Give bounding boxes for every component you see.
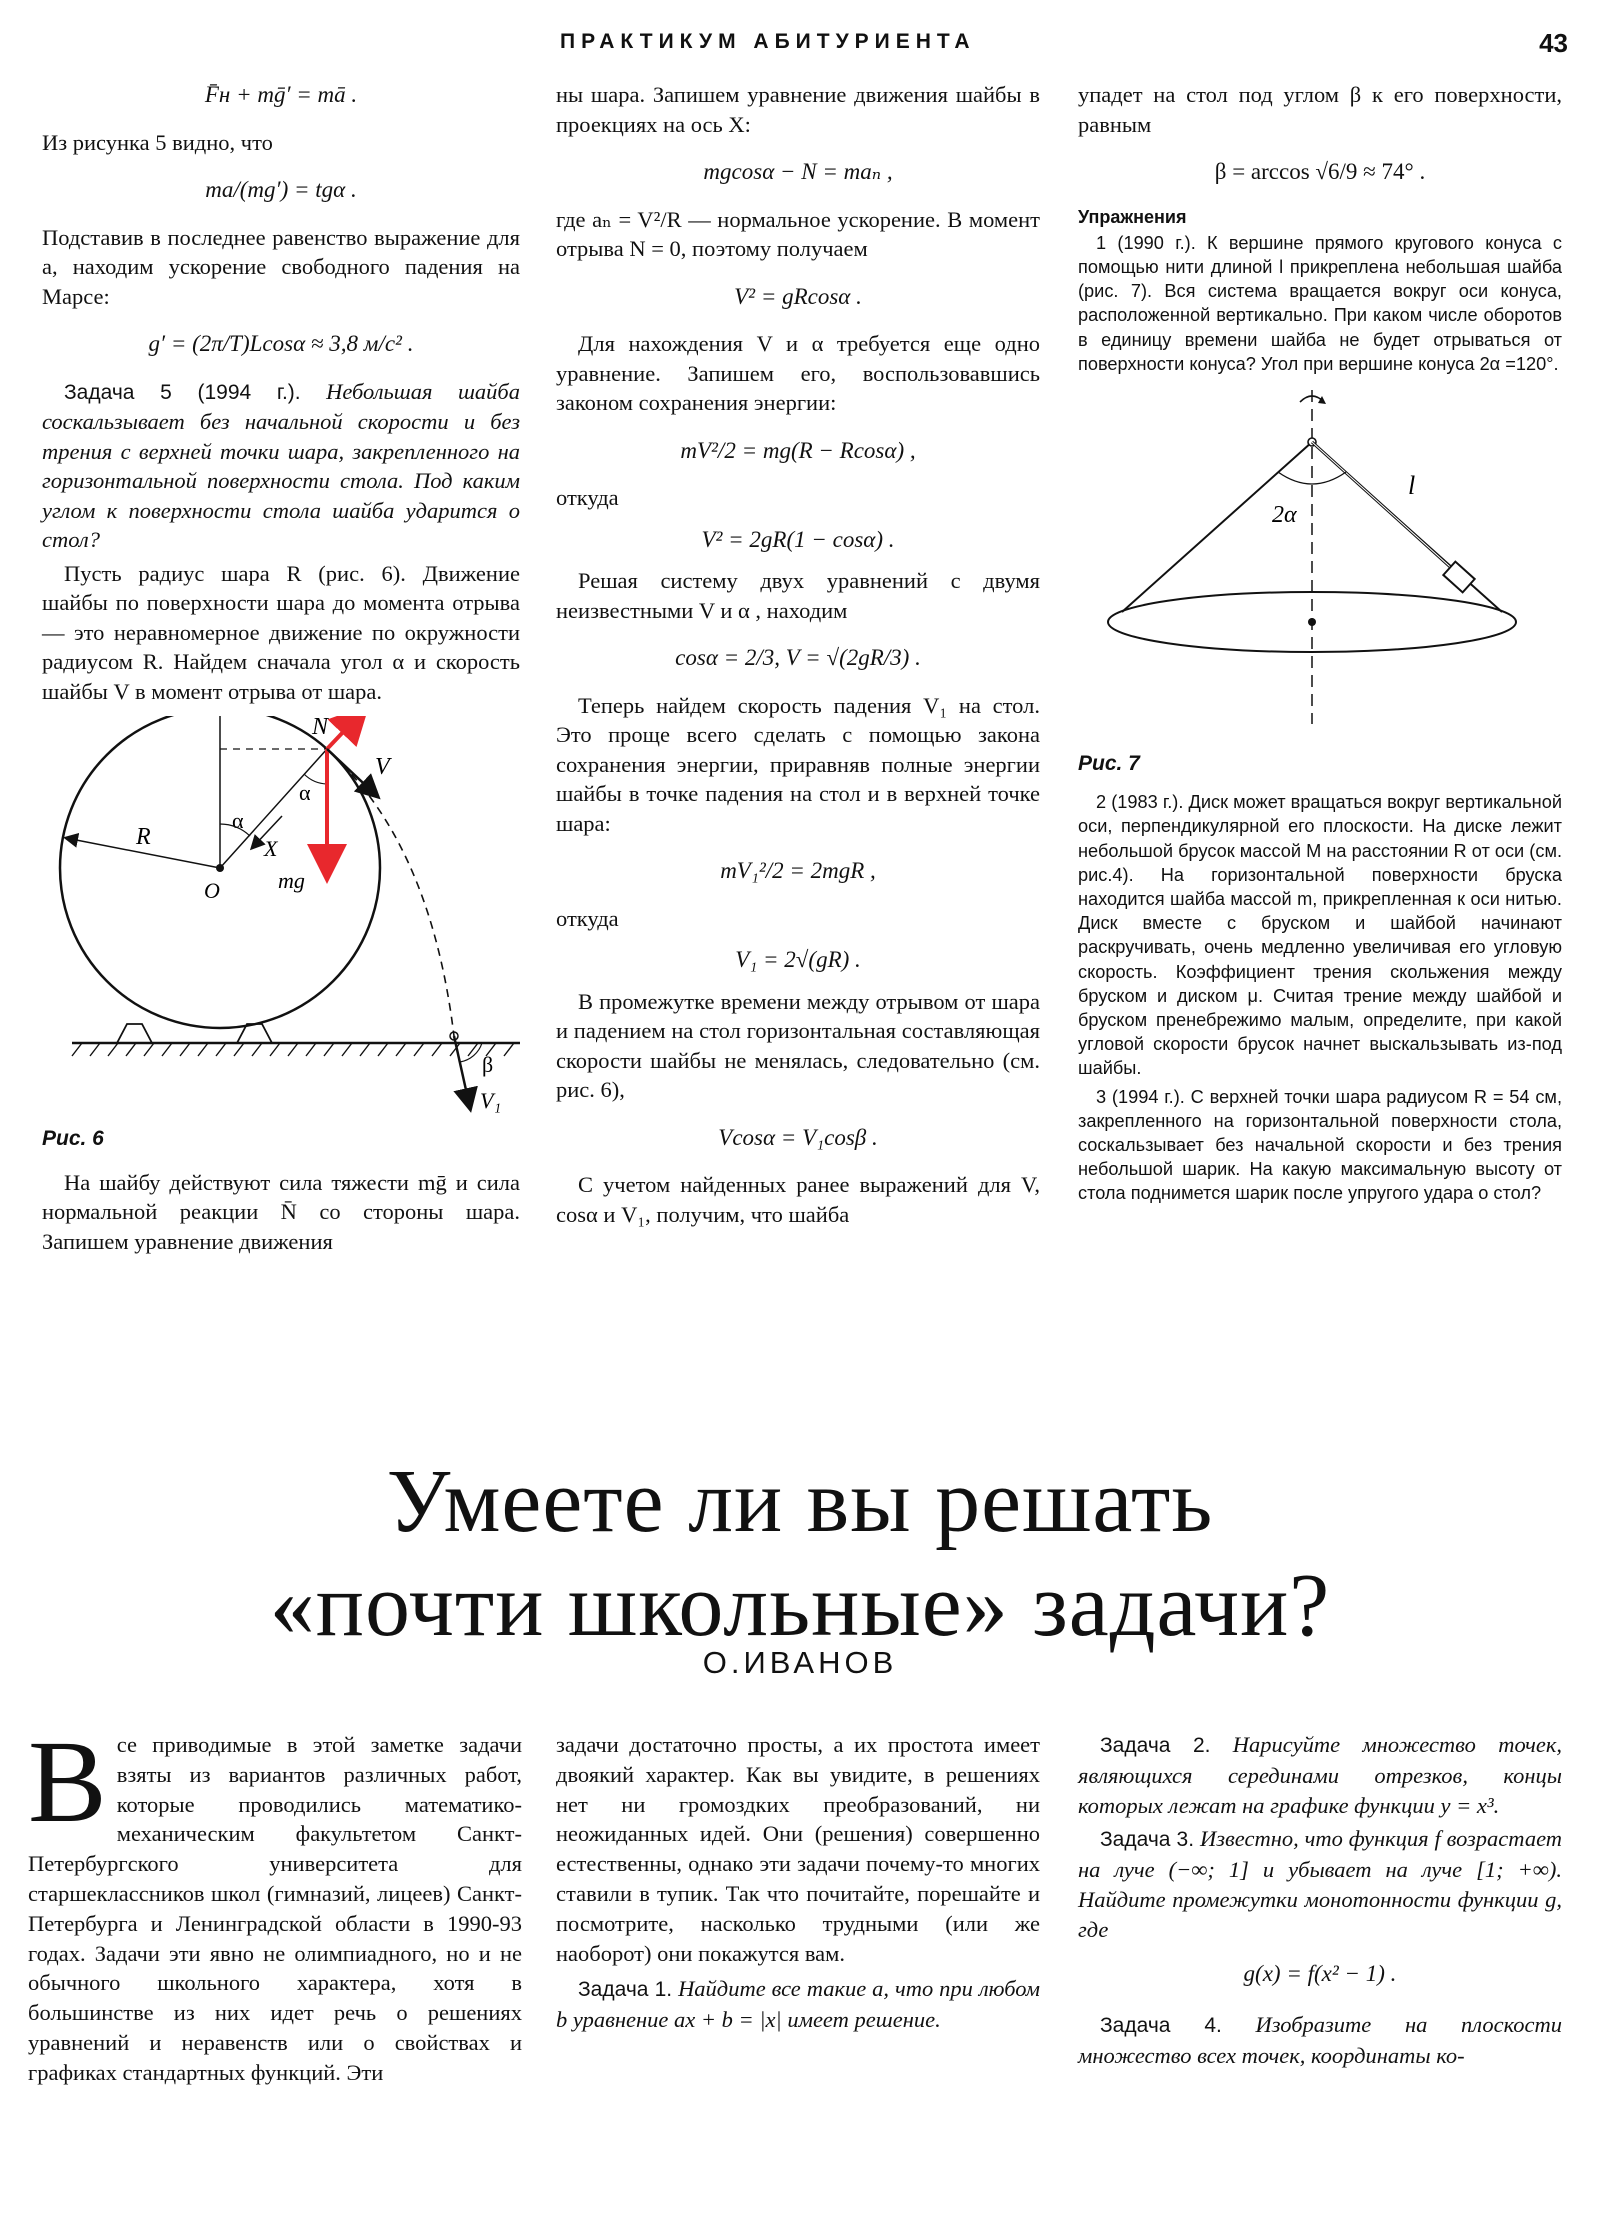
label-X: X — [264, 836, 278, 861]
page-header — [0, 28, 1600, 68]
landing-velocity-arrow — [454, 1036, 470, 1108]
figure-6-caption: Рис. 6 — [42, 1127, 104, 1150]
paragraph: Для нахождения V и α требуется еще одно уравнение. Запишем его, воспользовавшись законом сохранения энергии: — [556, 331, 1040, 415]
equation: V² = 2gR(1 − cosα) . — [701, 526, 895, 552]
equation: mgcosα − N = maₙ , — [703, 159, 893, 184]
label-V: V — [375, 754, 390, 780]
paragraph: На шайбу действуют сила тяжести mḡ и сила нормальной реакции N̄ со стороны шара. Запишем уравнение движения — [42, 1169, 520, 1254]
label-R: R — [136, 824, 151, 850]
ground-hatch — [72, 1043, 514, 1056]
figure-7-caption: Рис. 7 — [1078, 751, 1140, 775]
paragraph: задачи достаточно просты, а их простота имеет двоякий характер. Как вы увидите, в решениях нет ни громоздких преобразований, ни неожиданных идей. Они (решения) совершенно естественны, однако эти задачи почему-то многих ставили в тупик. Так что почитайте, порешайте и посмотрите, насколько трудными (или же наоборот) они покажутся вам. — [556, 1732, 1040, 1966]
paragraph: Подставив в последнее равенство выражение для a, находим ускорение свободного падения на Марсе: — [42, 224, 520, 309]
article-column-1 — [28, 1716, 522, 2092]
paragraph: откуда — [556, 905, 619, 931]
article-title-line-2: «почти школьные» задачи? — [269, 1556, 1331, 1655]
article-column-2 — [556, 1730, 1040, 2039]
equation: β = arccos √6/9 ≈ 74° . — [1214, 159, 1426, 184]
paragraph: Теперь найдем скорость падения V₁ на стол. Это проще всего сделать с помощью закона сохранения энергии, приравняв полные энергии шайбы в точке падения на стол и в верхней точке шара: — [556, 692, 1040, 836]
article-column-3 — [1078, 1730, 1562, 2075]
equation: ma/(mg′) = tgα . — [205, 177, 357, 202]
support-left — [117, 1024, 152, 1043]
paragraph: Из рисунка 5 видно, что — [42, 129, 273, 155]
figure-6 — [42, 716, 520, 1116]
article-title-line-1: Умеете ли вы решать — [386, 1452, 1214, 1551]
page-number: 43 — [1539, 28, 1568, 58]
exercise-2: 2 (1983 г.). Диск может вращаться вокруг вертикальной оси, перпендикулярной его плоскости. На диске лежит небольшой брусок массой M на расстоянии R от оси (см. рис.4). На горизонтальной поверхности бруска находится шайба массой m, прикрепленная к оси нитью. Диск вместе с бруском и шайбой начинают раскручивать, очень медленно увеличивая его угловую скорость. Коэффициент трения скольжения между бруском и диском μ. Считая трение между шайбой и бруском пренебрежимо малым, определите, при какой угловой скорости брусок начнет выскальзывать из-под шайбы. — [1078, 792, 1562, 1079]
figure-7 — [1078, 384, 1562, 744]
task-1 — [556, 1974, 1040, 2035]
task-text: Известно, что функция f возрастает на луче (−∞; 1] и убывает на луче [1; +∞). Найдите промежутки монотонности функции g, где — [1078, 1826, 1563, 1942]
equation: cosα = 2/3, V = √(2gR/3) . — [675, 645, 921, 670]
task-label: Задача 1. — [578, 1978, 673, 2002]
paragraph: Пусть радиус шара R (рис. 6). Движение шайбы по поверхности шара до момента отрыва — это неравномерное движение по окружности радиусом R. Найдем сначала угол α и скорость шайбы V в момент отрыва от шара. — [42, 560, 520, 704]
task-text: Нарисуйте множество точек, являющихся серединами отрезков, концы которых лежат на графике функции y = x³. — [1078, 1732, 1562, 1818]
equation: F̄н + mḡ′ = mā . — [204, 82, 358, 107]
equation: g′ = (2π/T)Lcosα ≈ 3,8 м/с² . — [148, 331, 414, 356]
equation: mV²/2 = mg(R − Rcosα) , — [680, 437, 916, 463]
task-2 — [1078, 1730, 1562, 1820]
drop-cap: В — [28, 1716, 107, 1847]
paragraph: где aₙ = V²/R — нормальное ускорение. В момент отрыва N = 0, поэтому получаем — [556, 206, 1040, 261]
exercise-1: 1 (1990 г.). К вершине прямого кругового конуса с помощью нити длиной l прикреплена небольшая шайба (рис. 7). Вся система вращается вокруг оси конуса, расположенной вертикально. При каком числе оборотов в единицу времени шайба не будет отрываться от поверхности конуса? Угол при вершине конуса 2α =120°. — [1078, 232, 1562, 374]
paragraph: упадет на стол под углом β к его поверхности, равным — [1078, 82, 1562, 137]
normal-force-arrow — [327, 716, 364, 749]
article-author: О.ИВАНОВ — [702, 1645, 898, 1680]
label-mg: mg — [278, 868, 305, 893]
exercises — [1078, 205, 1562, 1206]
equation: g(x) = f(x² − 1) . — [1243, 1960, 1397, 1986]
task-label: Задача 5 (1994 г.). — [64, 380, 301, 404]
task-text: Изобразите на плоскости множество всех точек, координаты ко- — [1078, 2012, 1562, 2069]
column-1 — [42, 80, 520, 1260]
string-inner — [1312, 442, 1458, 574]
equation: V₁ = 2√(gR) . — [735, 947, 861, 972]
task-5 — [42, 377, 520, 555]
label-beta: β — [482, 1052, 494, 1077]
label-alpha-1: α — [232, 808, 244, 833]
running-head: ПРАКТИКУМ АБИТУРИЕНТА — [560, 30, 976, 53]
task-text: Найдите все такие a, что при любом b уравнение ax + b = |x| имеет решение. — [556, 1976, 1040, 2033]
label-2alpha: 2α — [1272, 501, 1297, 528]
label-O: O — [204, 878, 220, 903]
equation: mV₁²/2 = 2mgR , — [720, 858, 876, 883]
base-center — [1308, 618, 1316, 626]
label-V1: V₁ — [480, 1088, 502, 1113]
trajectory — [342, 764, 454, 1036]
task-label: Задача 2. — [1100, 1734, 1211, 1757]
column-2 — [556, 80, 1040, 1233]
article-title — [0, 1450, 1600, 1658]
paragraph: откуда — [556, 485, 619, 510]
column-3 — [1078, 80, 1562, 1210]
label-l: l — [1408, 470, 1416, 500]
equation: V² = gRcosα . — [734, 283, 862, 309]
paragraph: С учетом найденных ранее выражений для V, cosα и V₁, получим, что шайба — [556, 1172, 1040, 1227]
exercises-heading: Упражнения — [1078, 206, 1187, 227]
intro-text: се приводимые в этой заметке задачи взяты из вариантов различных работ, которые проводились математико-механическим факультетом Санкт-Петербургского университета для старшеклассников школ (гимназий, лицеев) Санкт-Петербурга и Ленинградской области в 1990-93 годах. Задачи эти явно не олимпиадного, но и не обычного школьного характера, хотя в большинстве из них идет речь о решениях уравнений и неравенств или о свойствах и графиках стандартных функций. Эти — [28, 1732, 522, 2085]
paragraph: ны шара. Запишем уравнение движения шайбы в проекциях на ось X: — [556, 82, 1040, 137]
label-alpha-2: α — [299, 780, 311, 805]
label-N: N — [312, 716, 329, 740]
task-text: Небольшая шайба соскальзывает без начальной скорости и без трения с верхней точки шара, закрепленного на горизонтальной поверхности стола. Под каким углом к поверхности стола шайба ударится о стол? — [42, 378, 520, 552]
paragraph: В промежутке времени между отрывом от шара и падением на стол горизонтальная составляющая скорости шайбы не менялась, следовательно (см. рис. 6), — [556, 988, 1040, 1102]
exercise-3: 3 (1994 г.). С верхней точки шара радиусом R = 54 см, закрепленного на горизонтальной поверхности стола, соскальзывает без начальной скорости и без трения небольшой шарик. На какую максимальную высоту от стола поднимется шарик после упругого удара о стол? — [1078, 1086, 1562, 1204]
task-3 — [1078, 1824, 1562, 1944]
task-label: Задача 4. — [1100, 2014, 1222, 2038]
task-label: Задача 3. — [1100, 1828, 1195, 1852]
equation: Vcosα = V₁cosβ . — [718, 1124, 878, 1150]
velocity-arrow — [327, 749, 377, 796]
task-4 — [1078, 2010, 1562, 2071]
paragraph: Решая систему двух уравнений с двумя неизвестными V и α , находим — [556, 568, 1040, 623]
article-intro — [28, 1716, 522, 2088]
